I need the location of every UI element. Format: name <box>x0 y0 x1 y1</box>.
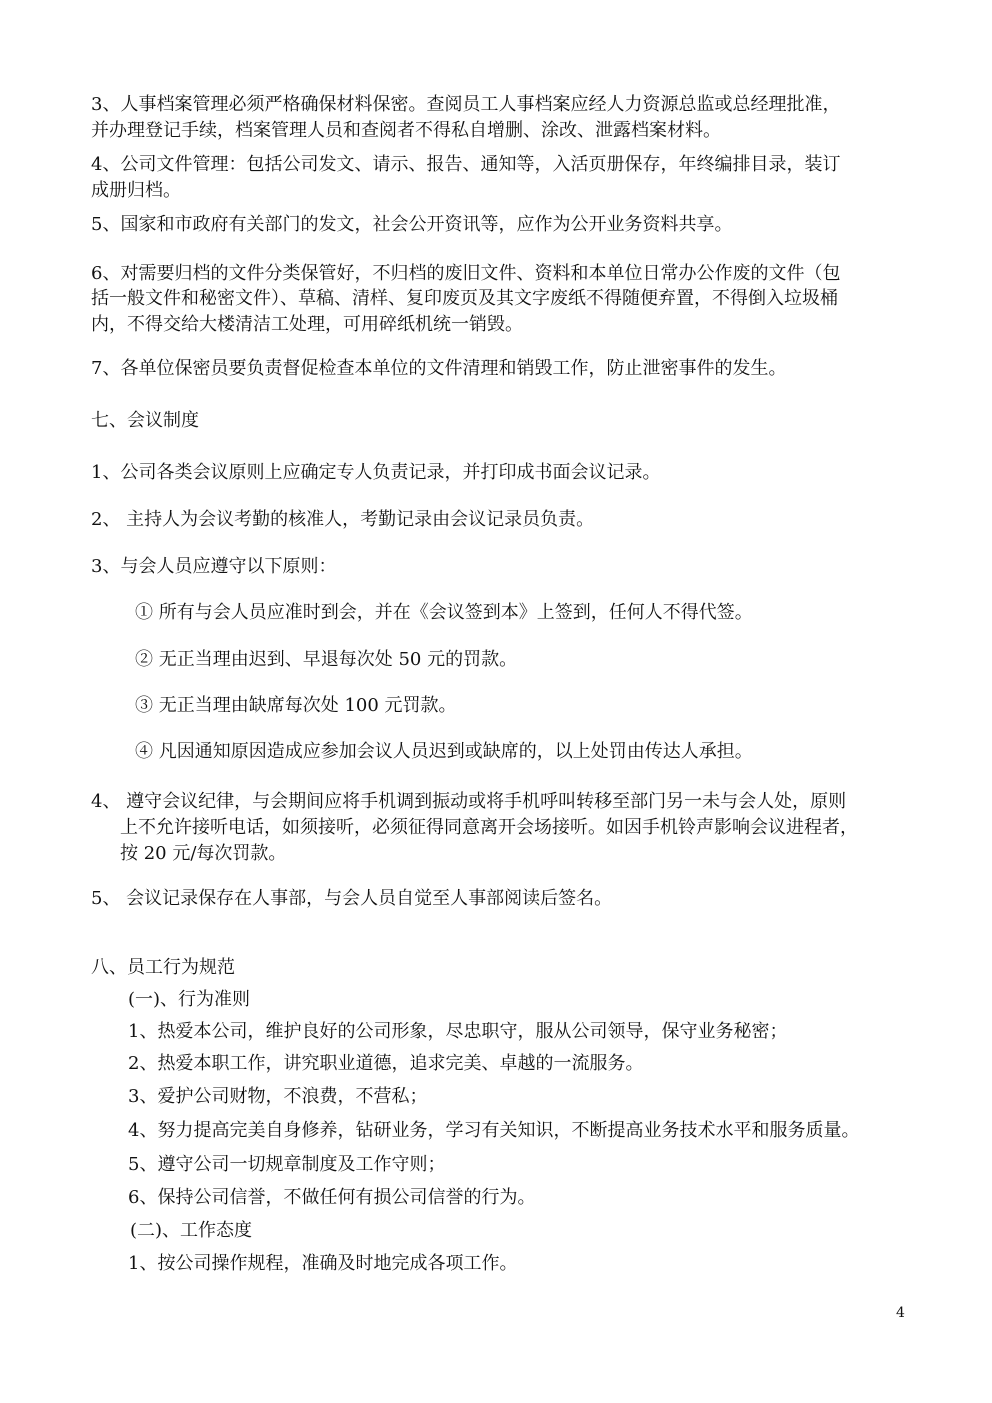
subitem-3: ③ 无正当理由缺席每次处 100 元罚款。 <box>135 695 457 716</box>
paragraph-5: 5、国家和市政府有关部门的发文，社会公开资讯等，应作为公开业务资料共享。 <box>91 214 733 235</box>
section-8-heading: 八、员工行为规范 <box>91 957 235 978</box>
paragraph-6-line-1: 6、对需要归档的文件分类保管好，不归档的废旧文件、资料和本单位日常办公作废的文件（包 <box>91 263 841 284</box>
section-7-item-1: 1、公司各类会议原则上应确定专人负责记录，并打印成书面会议记录。 <box>91 462 661 483</box>
conduct-item-3: 3、爱护公司财物，不浪费，不营私； <box>128 1086 428 1107</box>
paragraph-7: 7、各单位保密员要负责督促检查本单位的文件清理和销毁工作，防止泄密事件的发生。 <box>91 358 787 379</box>
paragraph-3-line-1: 3、人事档案管理必须严格确保材料保密。查阅员工人事档案应经人力资源总监或总经理批准， <box>91 94 841 115</box>
section-7-heading: 七、会议制度 <box>91 410 199 431</box>
subsection-2-heading: (二)、工作态度 <box>130 1220 253 1241</box>
subitem-1: ① 所有与会人员应准时到会，并在《会议签到本》上签到，任何人不得代签。 <box>135 602 753 623</box>
conduct-item-1: 1、热爱本公司，维护良好的公司形象，尽忠职守，服从公司领导，保守业务秘密； <box>128 1021 788 1042</box>
attitude-item-1: 1、按公司操作规程，准确及时地完成各项工作。 <box>128 1253 518 1274</box>
page-number: 4 <box>896 1305 905 1321</box>
conduct-item-4: 4、努力提高完美自身修养，钻研业务，学习有关知识，不断提高业务技术水平和服务质量。 <box>128 1120 860 1141</box>
paragraph-4-line-2: 成册归档。 <box>91 180 181 201</box>
conduct-item-6: 6、保持公司信誉，不做任何有损公司信誉的行为。 <box>128 1187 536 1208</box>
section-7-item-4-line-3: 按 20 元/每次罚款。 <box>120 843 287 864</box>
paragraph-6-line-2: 括一般文件和秘密文件）、草稿、清样、复印废页及其文字废纸不得随便弃置，不得倒入垃圾桶 <box>91 288 838 309</box>
paragraph-4-line-1: 4、公司文件管理：包括公司发文、请示、报告、通知等，入活页册保存，年终编排目录，装订 <box>91 154 841 175</box>
subitem-2: ② 无正当理由迟到、早退每次处 50 元的罚款。 <box>135 649 518 670</box>
subsection-1-heading: (一)、行为准则 <box>128 989 251 1010</box>
subitem-4: ④ 凡因通知原因造成应参加会议人员迟到或缺席的，以上处罚由传达人承担。 <box>135 741 753 762</box>
paragraph-6-line-3: 内，不得交给大楼清洁工处理，可用碎纸机统一销毁。 <box>91 314 523 335</box>
section-7-item-4-line-2: 上不允许接听电话，如须接听，必须征得同意离开会场接听。如因手机铃声影响会议进程者， <box>120 817 858 838</box>
conduct-item-5: 5、遵守公司一切规章制度及工作守则； <box>128 1154 446 1175</box>
paragraph-3-line-2: 并办理登记手续，档案管理人员和查阅者不得私自增删、涂改、泄露档案材料。 <box>91 120 721 141</box>
section-7-item-2: 2、 主持人为会议考勤的核准人，考勤记录由会议记录员负责。 <box>91 509 595 530</box>
section-7-item-4-line-1: 4、 遵守会议纪律，与会期间应将手机调到振动或将手机呼叫转移至部门另一未与会人处，原则 <box>91 791 847 812</box>
section-7-item-5: 5、 会议记录保存在人事部，与会人员自觉至人事部阅读后签名。 <box>91 888 613 909</box>
conduct-item-2: 2、热爱本职工作，讲究职业道德，追求完美、卓越的一流服务。 <box>128 1053 644 1074</box>
section-7-item-3: 3、与会人员应遵守以下原则： <box>91 556 337 577</box>
